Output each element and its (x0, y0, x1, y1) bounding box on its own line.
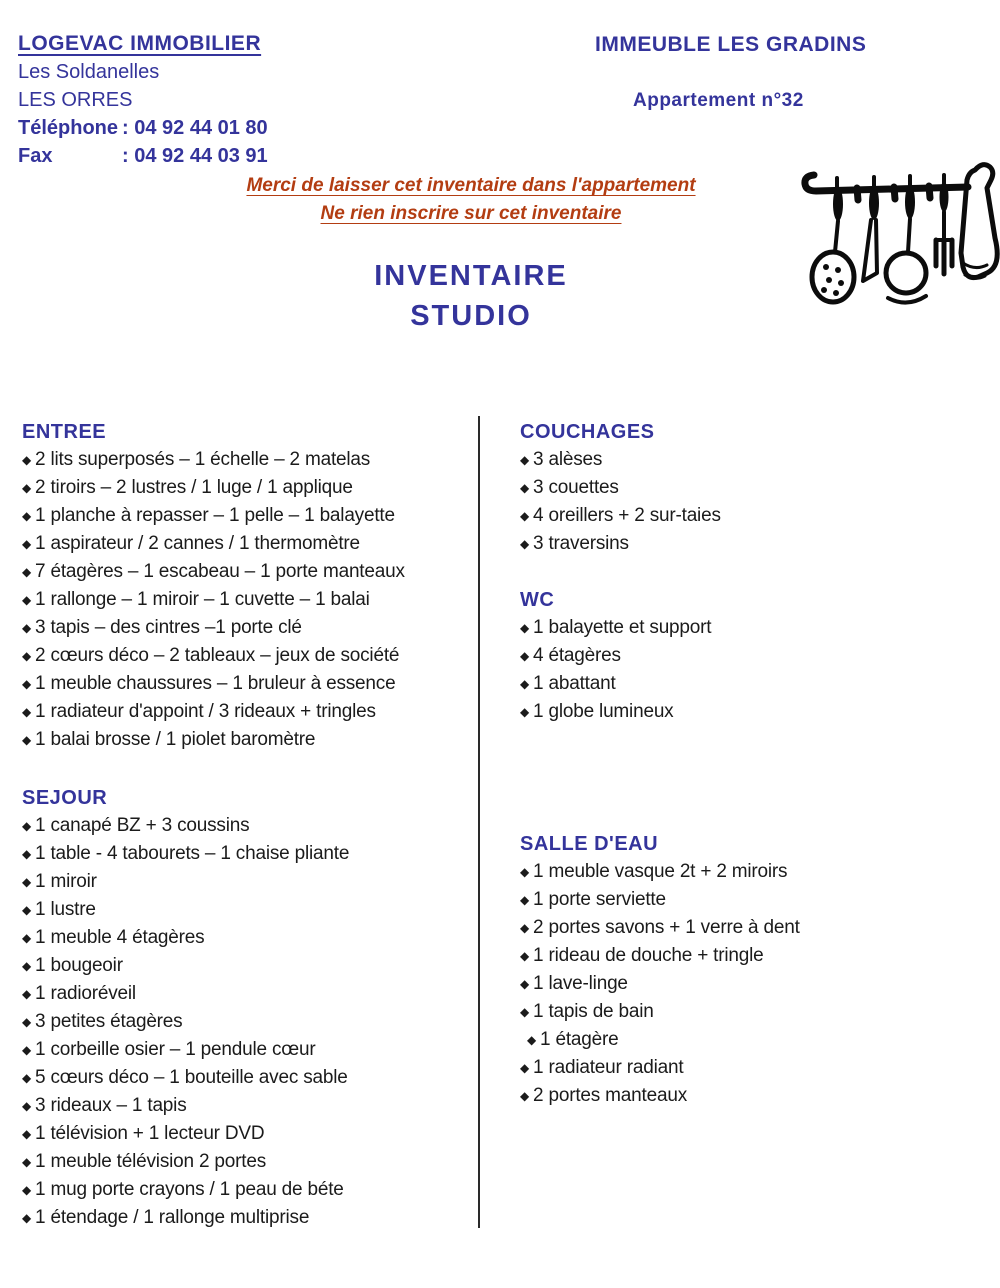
left-column (22, 418, 472, 1232)
section-wc (520, 586, 970, 726)
item-list (22, 812, 472, 1232)
item-text: 2 lits superposés – 1 échelle – 2 matelas (35, 449, 371, 470)
list-item (520, 970, 970, 998)
list-item (22, 840, 472, 868)
diamond-bullet-icon: ◆ (22, 453, 32, 467)
section-sejour (22, 784, 472, 1232)
item-list (22, 446, 472, 754)
diamond-bullet-icon: ◆ (520, 649, 530, 663)
list-item (520, 858, 970, 886)
kitchen-utensils-illustration (796, 148, 1000, 311)
diamond-bullet-icon: ◆ (22, 987, 32, 1001)
item-text: 1 radioréveil (35, 983, 136, 1004)
list-item (22, 1092, 472, 1120)
diamond-bullet-icon: ◆ (22, 1099, 32, 1113)
phone-line (18, 114, 268, 142)
list-item (22, 980, 472, 1008)
item-text: 2 tiroirs – 2 lustres / 1 luge / 1 applique (35, 477, 353, 498)
right-column (520, 418, 970, 1110)
list-item (520, 614, 970, 642)
list-item (520, 998, 970, 1026)
item-text: 1 meuble vasque 2t + 2 miroirs (533, 861, 788, 882)
diamond-bullet-icon: ◆ (520, 509, 530, 523)
diamond-bullet-icon: ◆ (520, 1061, 530, 1075)
list-item (22, 868, 472, 896)
item-text: 2 portes savons + 1 verre à dent (533, 917, 800, 938)
diamond-bullet-icon: ◆ (520, 949, 530, 963)
list-item (22, 726, 472, 754)
diamond-bullet-icon: ◆ (22, 537, 32, 551)
list-item (22, 1064, 472, 1092)
diamond-bullet-icon: ◆ (22, 649, 32, 663)
item-text: 1 canapé BZ + 3 coussins (35, 815, 250, 836)
item-text: 1 tapis de bain (533, 1001, 654, 1022)
list-item (520, 1082, 970, 1110)
item-text: 1 lave-linge (533, 973, 628, 994)
fax-label: Fax (18, 145, 53, 167)
diamond-bullet-icon: ◆ (22, 1015, 32, 1029)
item-text: 1 étagère (540, 1029, 619, 1050)
diamond-bullet-icon: ◆ (22, 1155, 32, 1169)
notice-line-2: Ne rien inscrire sur cet inventaire (320, 203, 622, 224)
item-text: 1 meuble 4 étagères (35, 927, 205, 948)
diamond-bullet-icon: ◆ (22, 1183, 32, 1197)
item-text: 1 meuble chaussures – 1 bruleur à essence (35, 673, 396, 694)
list-item (520, 446, 970, 474)
list-item (520, 698, 970, 726)
building-name: IMMEUBLE LES GRADINS (595, 33, 867, 56)
diamond-bullet-icon: ◆ (22, 959, 32, 973)
list-item (22, 502, 472, 530)
diamond-bullet-icon: ◆ (22, 509, 32, 523)
item-text: 4 étagères (533, 645, 621, 666)
item-list (520, 614, 970, 726)
list-item (520, 942, 970, 970)
list-item (520, 530, 970, 558)
diamond-bullet-icon: ◆ (22, 819, 32, 833)
diamond-bullet-icon: ◆ (520, 893, 530, 907)
list-item (520, 1054, 970, 1082)
apartment-number: Appartement n°32 (633, 90, 804, 111)
item-text: 1 miroir (35, 871, 97, 892)
item-text: 1 planche à repasser – 1 pelle – 1 balayette (35, 505, 395, 526)
section-entree (22, 418, 472, 754)
item-text: 1 rallonge – 1 miroir – 1 cuvette – 1 balai (35, 589, 370, 610)
item-text: 4 oreillers + 2 sur-taies (533, 505, 721, 526)
item-text: 3 tapis – des cintres –1 porte clé (35, 617, 302, 638)
diamond-bullet-icon: ◆ (520, 1089, 530, 1103)
diamond-bullet-icon: ◆ (520, 621, 530, 635)
list-item (22, 812, 472, 840)
diamond-bullet-icon: ◆ (520, 705, 530, 719)
item-text: 1 abattant (533, 673, 616, 694)
diamond-bullet-icon: ◆ (520, 537, 530, 551)
list-item (22, 952, 472, 980)
section-heading: WC (520, 589, 555, 611)
list-item (22, 1148, 472, 1176)
fax-number: : 04 92 44 03 91 (122, 145, 268, 167)
list-item (520, 502, 970, 530)
agency-name: LOGEVAC IMMOBILIER (18, 32, 262, 55)
section-heading: SALLE D'EAU (520, 833, 659, 855)
title-line-2: STUDIO (410, 300, 532, 332)
diamond-bullet-icon: ◆ (22, 875, 32, 889)
list-item (22, 924, 472, 952)
agency-residence: Les Soldanelles (18, 61, 160, 83)
agency-header (18, 30, 268, 170)
item-text: 2 portes manteaux (533, 1085, 688, 1106)
diamond-bullet-icon: ◆ (527, 1033, 537, 1047)
section-heading: SEJOUR (22, 787, 108, 809)
item-text: 3 petites étagères (35, 1011, 183, 1032)
diamond-bullet-icon: ◆ (22, 481, 32, 495)
list-item (22, 530, 472, 558)
phone-label: Téléphone (18, 117, 119, 139)
phone-number: : 04 92 44 01 80 (122, 117, 268, 139)
item-text: 1 aspirateur / 2 cannes / 1 thermomètre (35, 533, 360, 554)
list-item (22, 614, 472, 642)
list-item (22, 586, 472, 614)
diamond-bullet-icon: ◆ (520, 977, 530, 991)
list-item (22, 1008, 472, 1036)
list-item (22, 1120, 472, 1148)
diamond-bullet-icon: ◆ (22, 1043, 32, 1057)
diamond-bullet-icon: ◆ (520, 865, 530, 879)
item-text: 1 table - 4 tabourets – 1 chaise pliante (35, 843, 350, 864)
list-item (22, 698, 472, 726)
list-item (22, 558, 472, 586)
list-item (22, 446, 472, 474)
list-item (520, 1026, 970, 1054)
diamond-bullet-icon: ◆ (22, 677, 32, 691)
list-item (22, 896, 472, 924)
item-text: 1 balai brosse / 1 piolet baromètre (35, 729, 316, 750)
item-text: 3 rideaux – 1 tapis (35, 1095, 187, 1116)
list-item (520, 914, 970, 942)
diamond-bullet-icon: ◆ (22, 621, 32, 635)
list-item (22, 642, 472, 670)
item-text: 3 couettes (533, 477, 619, 498)
section-heading: ENTREE (22, 421, 107, 443)
item-text: 1 radiateur radiant (533, 1057, 684, 1078)
item-text: 1 mug porte crayons / 1 peau de béte (35, 1179, 344, 1200)
item-text: 3 alèses (533, 449, 603, 470)
diamond-bullet-icon: ◆ (22, 733, 32, 747)
agency-city: LES ORRES (18, 89, 133, 111)
item-text: 1 rideau de douche + tringle (533, 945, 764, 966)
list-item (520, 474, 970, 502)
item-text: 1 lustre (35, 899, 96, 920)
section-couchages (520, 418, 970, 558)
fax-line (18, 142, 268, 170)
item-text: 1 télévision + 1 lecteur DVD (35, 1123, 265, 1144)
list-item (520, 642, 970, 670)
diamond-bullet-icon: ◆ (22, 1127, 32, 1141)
section-heading: COUCHAGES (520, 421, 655, 443)
list-item (22, 1036, 472, 1064)
diamond-bullet-icon: ◆ (22, 1071, 32, 1085)
diamond-bullet-icon: ◆ (520, 481, 530, 495)
title-line-1: INVENTAIRE (374, 260, 568, 292)
item-text: 1 corbeille osier – 1 pendule cœur (35, 1039, 316, 1060)
diamond-bullet-icon: ◆ (22, 847, 32, 861)
diamond-bullet-icon: ◆ (22, 593, 32, 607)
item-text: 1 porte serviette (533, 889, 666, 910)
notice-line-1: Merci de laisser cet inventaire dans l'appartement (246, 175, 696, 196)
list-item (22, 1204, 472, 1232)
diamond-bullet-icon: ◆ (520, 453, 530, 467)
diamond-bullet-icon: ◆ (22, 931, 32, 945)
item-text: 5 cœurs déco – 1 bouteille avec sable (35, 1067, 348, 1088)
item-text: 1 radiateur d'appoint / 3 rideaux + tringles (35, 701, 376, 722)
item-text: 1 bougeoir (35, 955, 123, 976)
diamond-bullet-icon: ◆ (22, 565, 32, 579)
diamond-bullet-icon: ◆ (22, 705, 32, 719)
list-item (22, 1176, 472, 1204)
list-item (22, 670, 472, 698)
item-text: 7 étagères – 1 escabeau – 1 porte manteaux (35, 561, 405, 582)
diamond-bullet-icon: ◆ (22, 1211, 32, 1225)
diamond-bullet-icon: ◆ (520, 1005, 530, 1019)
diamond-bullet-icon: ◆ (520, 921, 530, 935)
section-salle-deau (520, 830, 970, 1110)
diamond-bullet-icon: ◆ (520, 677, 530, 691)
diamond-bullet-icon: ◆ (22, 903, 32, 917)
item-text: 1 balayette et support (533, 617, 712, 638)
item-list (520, 858, 970, 1110)
item-text: 3 traversins (533, 533, 629, 554)
column-divider (478, 416, 480, 1228)
item-text: 1 meuble télévision 2 portes (35, 1151, 267, 1172)
item-text: 1 globe lumineux (533, 701, 674, 722)
list-item (520, 886, 970, 914)
item-text: 2 cœurs déco – 2 tableaux – jeux de société (35, 645, 400, 666)
item-text: 1 étendage / 1 rallonge multiprise (35, 1207, 310, 1228)
list-item (22, 474, 472, 502)
list-item (520, 670, 970, 698)
item-list (520, 446, 970, 558)
